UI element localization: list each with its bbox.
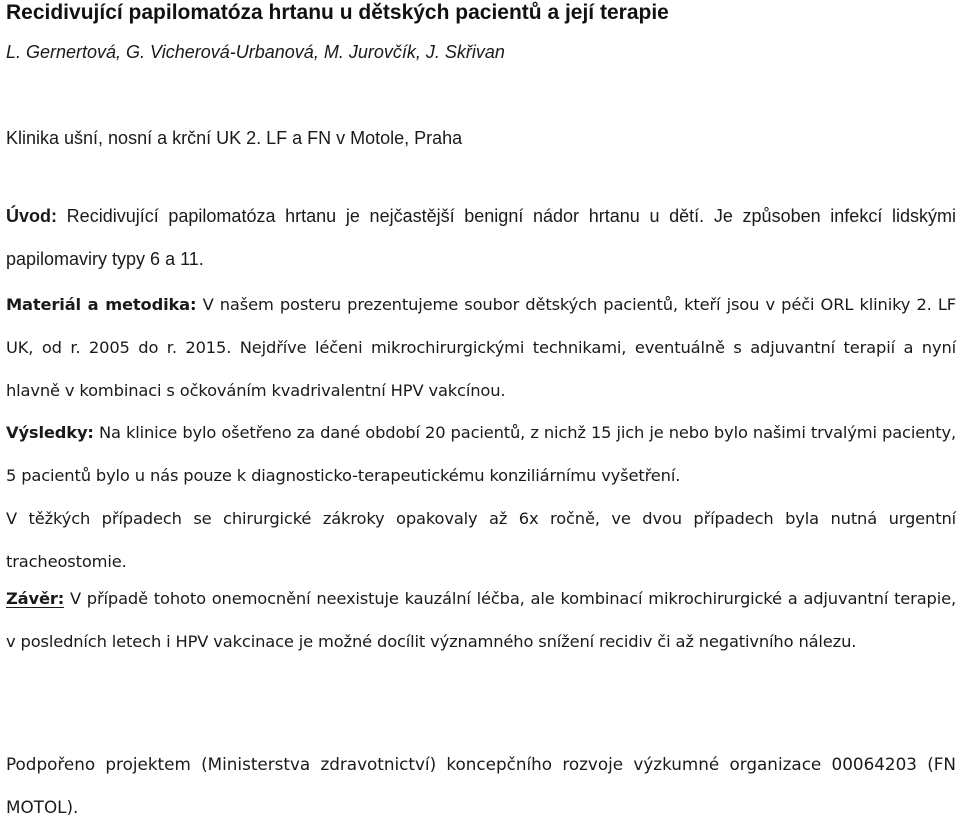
section-text-conclusion: V případě tohoto onemocnění neexistuje kauzální léčba, ale kombinací mikrochirurgické a adjuvantní terapie, v posledních letech i HPV vakcinace je možné docílit významného snížení recidiv či až negativního nálezu. bbox=[6, 589, 956, 651]
section-label-methods: Materiál a metodika: bbox=[6, 295, 197, 314]
section-methods bbox=[6, 283, 956, 412]
section-text-introduction: Recidivující papilomatóza hrtanu je nejčastější benigní nádor hrtanu u dětí. Je způsoben infekcí lidskými papilomaviry typy 6 a 11. bbox=[6, 206, 956, 269]
section-results bbox=[6, 411, 956, 497]
section-text-results: Na klinice bylo ošetřeno za dané období 20 pacientů, z nichž 15 jich je nebo bylo našimi trvalými pacienty, 5 pacientů bylo u nás pouze k diagnosticko-terapeutickému konziliárnímu vyšetření. bbox=[6, 423, 956, 485]
funding-acknowledgement bbox=[6, 743, 956, 829]
section-text-severe-cases: V těžkých případech se chirurgické zákroky opakovaly až 6x ročně, ve dvou případech byla nutná urgentní tracheostomie. bbox=[6, 509, 956, 571]
affiliation: Klinika ušní, nosní a krční UK 2. LF a FN v Motole, Praha bbox=[6, 128, 463, 148]
section-label-results: Výsledky: bbox=[6, 423, 94, 442]
section-label-conclusion: Závěr: bbox=[6, 589, 65, 608]
section-conclusion bbox=[6, 577, 956, 663]
author-list: L. Gernertová, G. Vicherová-Urbanová, M. Jurovčík, J. Skřivan bbox=[6, 42, 505, 62]
funding-text: Podpořeno projektem (Ministerstva zdravotnictví) koncepčního rozvoje výzkumné organizace 00064203 (FN MOTOL). bbox=[6, 754, 956, 817]
document-title: Recidivující papilomatóza hrtanu u dětských pacientů a její terapie bbox=[6, 1, 669, 24]
section-severe-cases bbox=[6, 497, 956, 583]
section-introduction bbox=[6, 195, 956, 281]
section-text-methods: V našem posteru prezentujeme soubor dětských pacientů, kteří jsou v péči ORL kliniky 2. LF UK, od r. 2005 do r. 2015. Nejdříve léčeni mikrochirurgickými technikami, eventuálně s adjuvantní terapií a nyní hlavně v kombinaci s očkováním kvadrivalentní HPV vakcínou. bbox=[6, 295, 956, 400]
section-label-introduction: Úvod: bbox=[6, 206, 57, 226]
